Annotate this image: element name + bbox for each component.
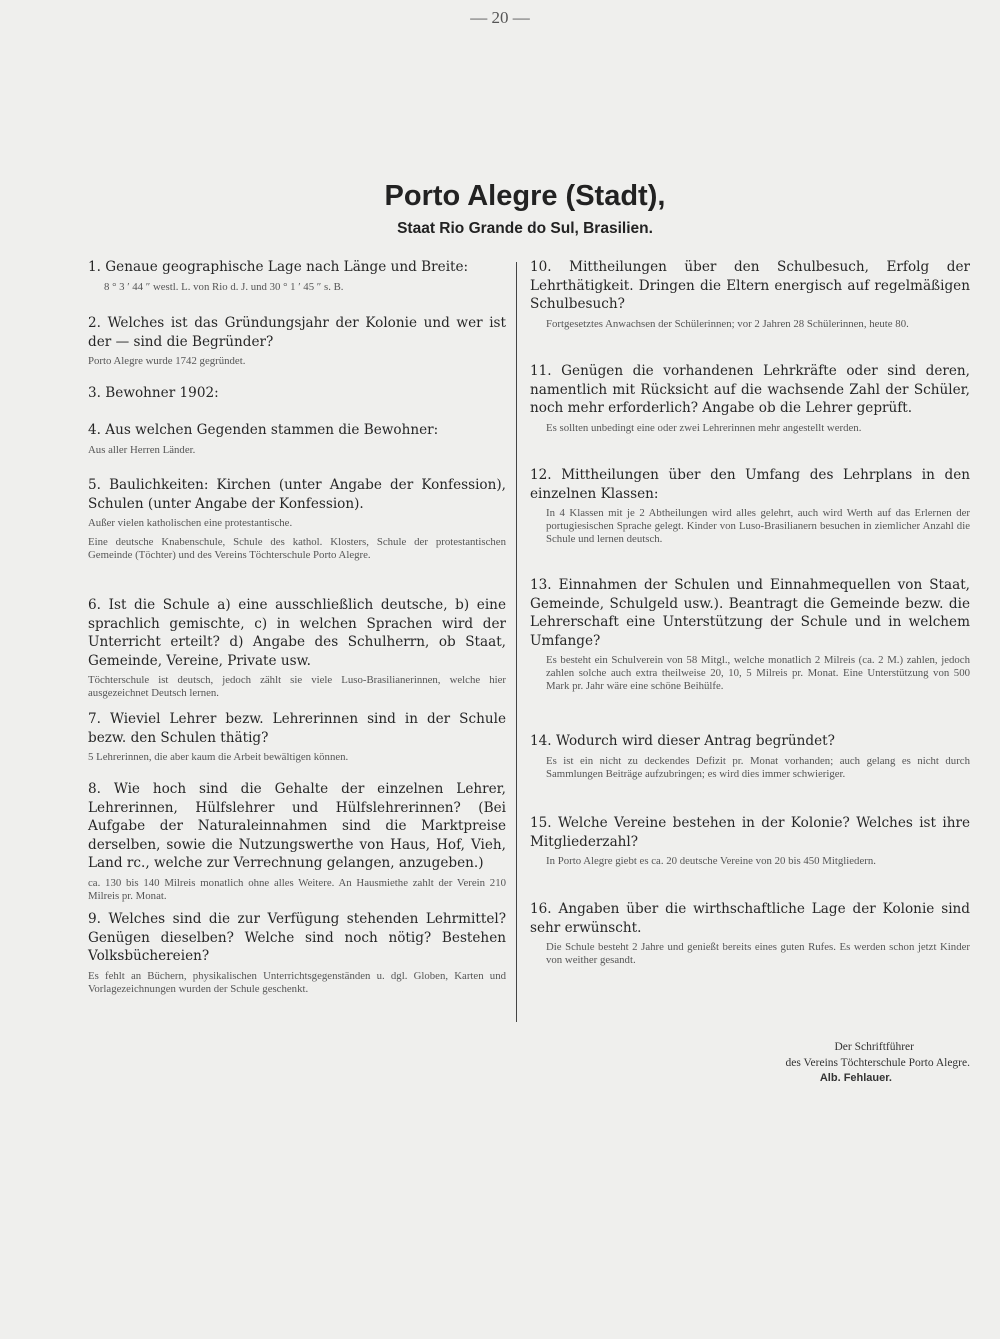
question-item xyxy=(88,596,506,700)
question-item xyxy=(530,732,970,781)
question-text: 10. Mittheilungen über den Schulbesuch, Erfolg der Lehrthätigkeit. Dringen die Eltern energisch auf regelmäßigen Schulbesuch? xyxy=(530,259,970,312)
question-text: 13. Einnahmen der Schulen und Einnahmequellen von Staat, Gemeinde, Schulgeld usw.). Beantragt die Gemeinde bezw. die Lehrerschaft eine Unterstützung der Schule und in welchem Umfange? xyxy=(530,577,970,649)
question-text: 5. Baulichkeiten: Kirchen (unter Angabe der Konfession), Schulen (unter Angabe der Konfession). xyxy=(88,477,506,512)
signature-organization: des Vereins Töchterschule Porto Alegre. xyxy=(785,1056,970,1069)
answer-text: In 4 Klassen mit je 2 Abtheilungen wird alles gelehrt, auch wird Werth auf das Erlernen der portugiesischen Sprache gelegt. Kinder von Luso-Brasilianern besuchen in ziemlicher Anzahl die Schule und lernen deutsch. xyxy=(546,507,970,545)
question-item xyxy=(530,466,970,546)
question-item xyxy=(530,814,970,868)
answer-text: 8 ° 3 ′ 44 ″ westl. L. von Rio d. J. und 30 ° 1 ′ 45 ″ s. B. xyxy=(104,280,344,293)
answer-text: Eine deutsche Knabenschule, Schule des kathol. Klosters, Schule der protestantischen Gemeinde (Töchter) und des Vereins Töchterschule Porto Alegre. xyxy=(88,536,506,561)
page-subtitle: Staat Rio Grande do Sul, Brasilien. xyxy=(397,220,653,237)
page-number: — 20 — xyxy=(470,8,530,27)
answer-text: Fortgesetztes Anwachsen der Schülerinnen; vor 2 Jahren 28 Schülerinnen, heute 80. xyxy=(546,317,909,330)
answer-text: Es sollten unbedingt eine oder zwei Lehrerinnen mehr angestellt werden. xyxy=(546,421,862,434)
question-text: 15. Welche Vereine bestehen in der Kolonie? Welches ist ihre Mitgliederzahl? xyxy=(530,815,970,850)
question-text: 11. Genügen die vorhandenen Lehrkräfte oder sind deren, namentlich mit Rücksicht auf die wachsende Zahl der Schüler, noch mehr erforderlich? Angabe ob die Lehrer geprüft. xyxy=(530,363,970,416)
question-text: 9. Welches sind die zur Verfügung stehenden Lehrmittel? Genügen dieselben? Welche sind noch nötig? Bestehen Volksbüchereien? xyxy=(88,911,506,964)
signature-block xyxy=(700,1040,970,1087)
question-text: 2. Welches ist das Gründungsjahr der Kolonie und wer ist der — sind die Begründer? xyxy=(88,315,506,350)
answer-text: ca. 130 bis 140 Milreis monatlich ohne alles Weitere. An Hausmiethe zahlt der Verein 210 Milreis pr. Monat. xyxy=(88,876,506,902)
question-text: 1. Genaue geographische Lage nach Länge und Breite: xyxy=(88,259,469,275)
question-item xyxy=(530,576,970,693)
answer-text: Es besteht ein Schulverein von 58 Mitgl., welche monatlich 2 Milreis (ca. 2 M.) zahlen, jedoch zahlen solche auch extra theilweise 20, 10, 5 Milreis pr. Monat. Eine Unterstützung von 500 Mark pr. Jahr wäre eine schöne Beihülfe. xyxy=(546,654,970,692)
question-text: 12. Mittheilungen über den Umfang des Lehrplans in den einzelnen Klassen: xyxy=(530,467,970,502)
question-item xyxy=(88,710,506,764)
question-text: 8. Wie hoch sind die Gehalte der einzelnen Lehrer, Lehrerinnen, Hülfslehrer und Hülfslehrerinnen? (Bei Aufgabe der Naturaleinnahmen sind die Marktpreise derselben, sowie die Nutzungswerthe von Haus, Hof, Vieh, Land rc., welche zur Verrechnung gelangen, anzugeben.) xyxy=(88,781,506,871)
answer-text: Aus aller Herren Länder. xyxy=(88,443,196,456)
question-item xyxy=(530,362,970,435)
answer-text: 5 Lehrerinnen, die aber kaum die Arbeit bewältigen können. xyxy=(88,751,349,763)
question-item xyxy=(88,476,506,562)
question-item xyxy=(88,421,506,457)
signature-name: Alb. Fehlauer. xyxy=(819,1072,892,1084)
question-text: 16. Angaben über die wirthschaftliche Lage der Kolonie sind sehr erwünscht. xyxy=(530,901,970,936)
question-item xyxy=(88,910,506,996)
question-text: 4. Aus welchen Gegenden stammen die Bewohner: xyxy=(88,422,439,438)
answer-text: Die Schule besteht 2 Jahre und genießt bereits eines guten Rufes. Es werden schon jetzt Kinder von weither gesandt. xyxy=(546,941,970,966)
question-text: 14. Wodurch wird dieser Antrag begründet? xyxy=(530,733,835,749)
question-text: 3. Bewohner 1902: xyxy=(88,385,219,401)
question-item xyxy=(88,314,506,368)
question-text: 7. Wieviel Lehrer bezw. Lehrerinnen sind in der Schule bezw. den Schulen thätig? xyxy=(88,711,506,746)
answer-text: Außer vielen katholischen eine protestantische. xyxy=(88,517,293,529)
column-divider xyxy=(516,262,517,1022)
answer-text: Es ist ein nicht zu deckendes Defizit pr. Monat vorhanden; auch gelang es nicht durch Sammlungen Beiträge aufzubringen; es wird dies immer schwieriger. xyxy=(546,754,970,780)
question-item xyxy=(88,384,506,403)
question-item xyxy=(530,900,970,967)
question-item xyxy=(88,258,506,294)
answer-text: Porto Alegre wurde 1742 gegründet. xyxy=(88,355,246,367)
signature-role: Der Schriftführer xyxy=(834,1041,914,1053)
question-item xyxy=(530,258,970,331)
answer-text: Es fehlt an Büchern, physikalischen Unterrichtsgegenständen u. dgl. Globen, Karten und Vorlagezeichnungen wurden der Schule geschenkt. xyxy=(88,969,506,995)
question-text: 6. Ist die Schule a) eine ausschließlich deutsche, b) eine sprachlich gemischte, c) in welchen Sprachen wird der Unterricht erteilt? d) Angabe des Schulherrn, ob Staat, Gemeinde, Vereine, Private usw. xyxy=(88,597,506,669)
answer-text: Töchterschule ist deutsch, jedoch zählt sie viele Luso-Brasilianerinnen, welche hier ausgezeichnet Deutsch lernen. xyxy=(88,674,506,699)
question-item xyxy=(88,780,506,903)
answer-text: In Porto Alegre giebt es ca. 20 deutsche Vereine von 20 bis 450 Mitgliedern. xyxy=(546,855,876,867)
page-title: Porto Alegre (Stadt), xyxy=(384,180,666,212)
